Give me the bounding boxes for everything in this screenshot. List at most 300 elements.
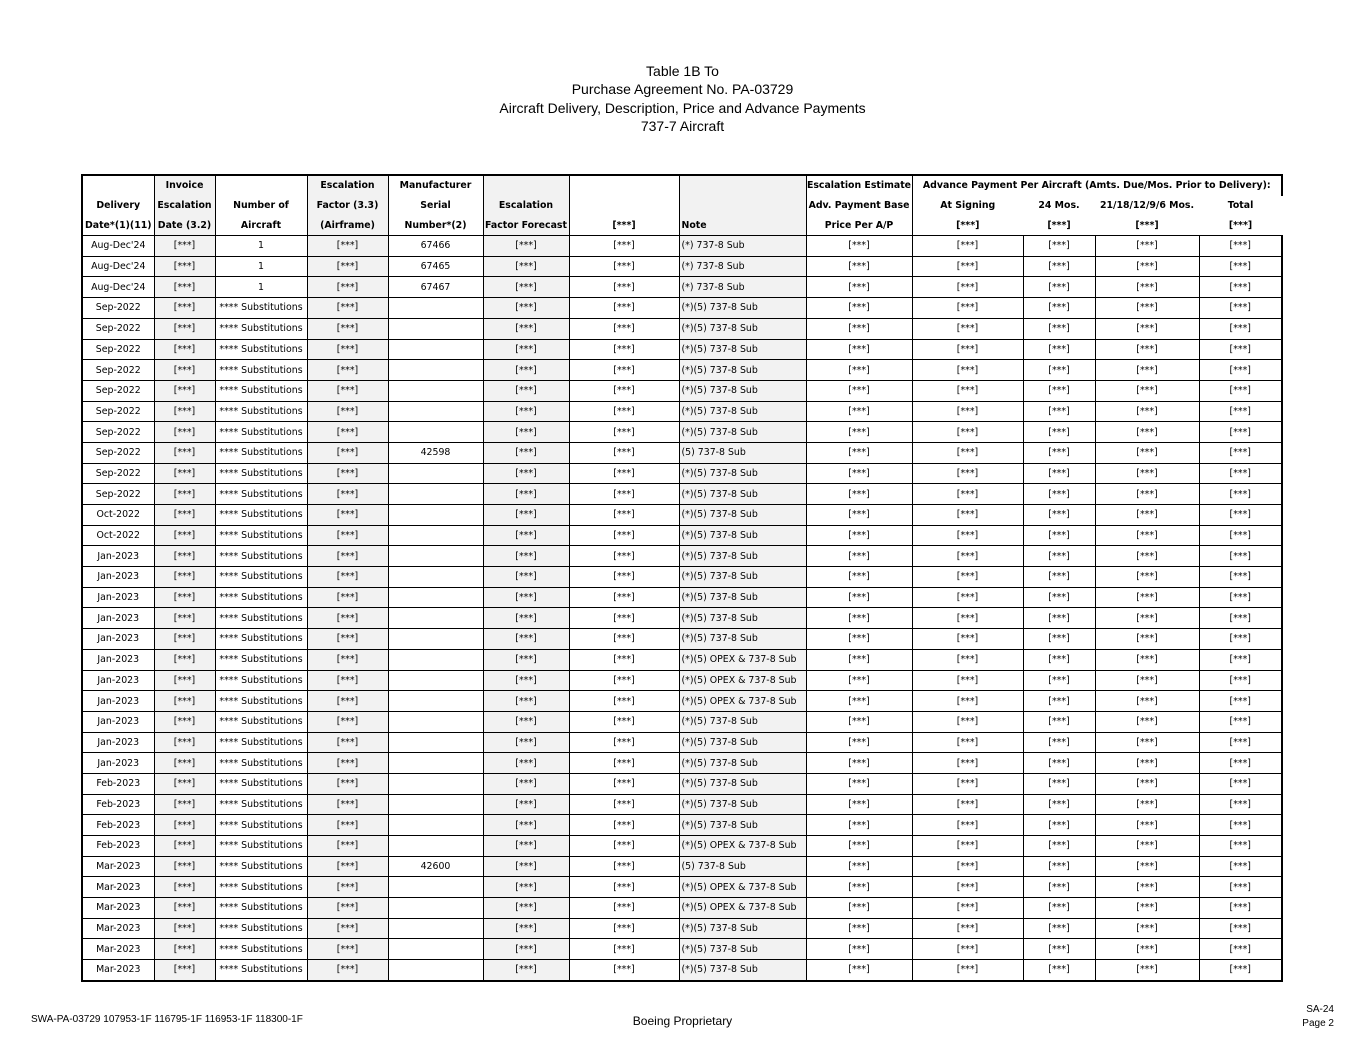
table-cell: [***] <box>1095 318 1199 339</box>
table-cell: [***] <box>806 442 912 463</box>
table-cell: [***] <box>806 898 912 919</box>
table-cell: [***] <box>307 608 388 629</box>
table-cell: [***] <box>307 298 388 319</box>
table-row <box>82 587 1282 608</box>
table-cell: [***] <box>483 360 569 381</box>
table-cell: [***] <box>307 422 388 443</box>
table-cell: [***] <box>1095 256 1199 277</box>
table-cell: [***] <box>1095 856 1199 877</box>
table-cell: (5) 737-8 Sub <box>679 856 806 877</box>
table-cell: Mar-2023 <box>82 877 154 898</box>
table-cell: [***] <box>307 567 388 588</box>
table-cell: [***] <box>1095 442 1199 463</box>
table-cell: [***] <box>483 794 569 815</box>
table-cell: [***] <box>154 960 215 981</box>
header-cell <box>679 175 806 196</box>
header-cell: 21/18/12/9/6 Mos. <box>1099 200 1195 212</box>
table-cell: [***] <box>307 463 388 484</box>
table-row <box>82 422 1282 443</box>
table-cell: [***] <box>1023 484 1095 505</box>
table-cell: [***] <box>806 877 912 898</box>
table-cell: [***] <box>307 939 388 960</box>
table-row <box>82 691 1282 712</box>
table-cell: Aug-Dec'24 <box>82 277 154 298</box>
table-cell: [***] <box>1095 339 1199 360</box>
table-cell: [***] <box>569 339 679 360</box>
table-cell: [***] <box>1095 360 1199 381</box>
table-cell: 1 <box>215 277 307 298</box>
table-cell: Sep-2022 <box>82 463 154 484</box>
table-cell: [***] <box>1023 732 1095 753</box>
table-cell: [***] <box>806 856 912 877</box>
table-cell <box>388 608 483 629</box>
table-cell: **** Substitutions <box>215 711 307 732</box>
table-cell: [***] <box>307 711 388 732</box>
table-cell: **** Substitutions <box>215 339 307 360</box>
table-cell: [***] <box>307 753 388 774</box>
table-cell: [***] <box>569 442 679 463</box>
table-cell: [***] <box>569 836 679 857</box>
table-cell: [***] <box>154 587 215 608</box>
table-cell: [***] <box>1199 587 1282 608</box>
table-row <box>82 298 1282 319</box>
table-cell: **** Substitutions <box>215 753 307 774</box>
table-cell: [***] <box>806 691 912 712</box>
table-cell: [***] <box>154 318 215 339</box>
table-cell: [***] <box>154 732 215 753</box>
table-cell: [***] <box>912 939 1023 960</box>
table-cell: [***] <box>1199 318 1282 339</box>
table-cell: **** Substitutions <box>215 649 307 670</box>
table-cell: [***] <box>569 380 679 401</box>
table-cell <box>388 732 483 753</box>
table-cell: (*)(5) 737-8 Sub <box>679 608 806 629</box>
table-row <box>82 505 1282 526</box>
table-row <box>82 360 1282 381</box>
header-cell: Adv. Payment Base <box>806 196 912 216</box>
header-cell: Invoice <box>154 175 215 196</box>
table-cell: [***] <box>1023 670 1095 691</box>
table-cell: Jan-2023 <box>82 567 154 588</box>
table-cell: [***] <box>307 856 388 877</box>
table-cell: [***] <box>569 360 679 381</box>
table-cell: **** Substitutions <box>215 360 307 381</box>
table-cell: (*)(5) 737-8 Sub <box>679 422 806 443</box>
table-cell: Feb-2023 <box>82 836 154 857</box>
table-cell <box>388 505 483 526</box>
table-cell: [***] <box>806 670 912 691</box>
table-cell: (*)(5) 737-8 Sub <box>679 815 806 836</box>
table-row <box>82 608 1282 629</box>
table-cell <box>388 525 483 546</box>
table-cell: [***] <box>307 380 388 401</box>
table-cell: [***] <box>1095 773 1199 794</box>
table-cell: [***] <box>307 670 388 691</box>
table-cell: [***] <box>483 649 569 670</box>
table-cell: [***] <box>1023 629 1095 650</box>
header-cell: [***] <box>912 215 1023 235</box>
table-cell: [***] <box>1199 794 1282 815</box>
table-cell: [***] <box>1023 422 1095 443</box>
table-cell: [***] <box>806 732 912 753</box>
table-cell: [***] <box>483 256 569 277</box>
table-cell: [***] <box>569 918 679 939</box>
table-cell: (*)(5) 737-8 Sub <box>679 711 806 732</box>
table-cell <box>388 877 483 898</box>
table-cell: **** Substitutions <box>215 525 307 546</box>
table-cell: **** Substitutions <box>215 794 307 815</box>
table-cell: [***] <box>1023 836 1095 857</box>
header-cell: Date*(1)(11) <box>82 215 154 235</box>
table-cell: [***] <box>307 587 388 608</box>
table-row <box>82 711 1282 732</box>
table-row <box>82 256 1282 277</box>
table-cell: **** Substitutions <box>215 960 307 981</box>
table-cell: (*)(5) OPEX & 737-8 Sub <box>679 836 806 857</box>
footer-page-info <box>1302 1003 1334 1030</box>
table-cell: [***] <box>1199 856 1282 877</box>
table-cell: [***] <box>806 546 912 567</box>
table-cell: [***] <box>1095 753 1199 774</box>
header-cell: [***] <box>1047 219 1071 231</box>
table-cell: [***] <box>806 815 912 836</box>
table-cell: (*)(5) 737-8 Sub <box>679 753 806 774</box>
table-cell: [***] <box>1199 277 1282 298</box>
table-cell: [***] <box>1199 380 1282 401</box>
table-cell: [***] <box>154 567 215 588</box>
table-cell: [***] <box>1023 608 1095 629</box>
table-cell: [***] <box>806 753 912 774</box>
table-cell: [***] <box>307 525 388 546</box>
table-cell <box>388 422 483 443</box>
table-cell: [***] <box>1095 939 1199 960</box>
table-cell: [***] <box>483 836 569 857</box>
table-cell: [***] <box>483 711 569 732</box>
table-cell: (*)(5) 737-8 Sub <box>679 525 806 546</box>
table-cell: [***] <box>806 525 912 546</box>
table-cell: [***] <box>569 939 679 960</box>
table-cell: [***] <box>154 401 215 422</box>
table-cell: 42600 <box>388 856 483 877</box>
table-cell: [***] <box>1095 815 1199 836</box>
table-cell: (*)(5) OPEX & 737-8 Sub <box>679 877 806 898</box>
table-cell: [***] <box>1023 298 1095 319</box>
table-cell: (*) 737-8 Sub <box>679 236 806 257</box>
table-cell: [***] <box>1023 360 1095 381</box>
table-cell: Sep-2022 <box>82 422 154 443</box>
table-cell: [***] <box>483 815 569 836</box>
table-cell: [***] <box>154 711 215 732</box>
table-cell: (*)(5) OPEX & 737-8 Sub <box>679 691 806 712</box>
table-cell: [***] <box>1199 918 1282 939</box>
header-cell: Number*(2) <box>388 215 483 235</box>
table-cell: 1 <box>215 236 307 257</box>
footer-document-id: SWA-PA-03729 107953-1F 116795-1F 116953-1F 118300-1F <box>31 1014 303 1025</box>
table-cell: **** Substitutions <box>215 939 307 960</box>
table-cell: (*)(5) 737-8 Sub <box>679 629 806 650</box>
table-cell: [***] <box>1023 567 1095 588</box>
table-row <box>82 877 1282 898</box>
table-cell: [***] <box>912 401 1023 422</box>
table-row <box>82 960 1282 981</box>
table-cell: [***] <box>483 380 569 401</box>
table-cell: [***] <box>912 463 1023 484</box>
table-cell: (*)(5) 737-8 Sub <box>679 773 806 794</box>
table-cell: [***] <box>569 898 679 919</box>
table-cell: [***] <box>806 711 912 732</box>
table-cell: [***] <box>483 629 569 650</box>
table-cell: [***] <box>1199 753 1282 774</box>
table-cell: 1 <box>215 256 307 277</box>
table-cell: [***] <box>483 277 569 298</box>
table-row <box>82 484 1282 505</box>
table-cell: [***] <box>1199 649 1282 670</box>
table-cell: [***] <box>806 463 912 484</box>
table-cell <box>388 587 483 608</box>
table-cell: [***] <box>569 608 679 629</box>
title-line-2: Purchase Agreement No. PA-03729 <box>571 81 794 98</box>
header-cell: (Airframe) <box>307 215 388 235</box>
table-cell: [***] <box>1023 505 1095 526</box>
table-cell: [***] <box>912 380 1023 401</box>
table-cell: **** Substitutions <box>215 401 307 422</box>
table-cell: [***] <box>1095 422 1199 443</box>
table-cell: (*)(5) 737-8 Sub <box>679 732 806 753</box>
table-cell: [***] <box>307 649 388 670</box>
table-cell: [***] <box>569 773 679 794</box>
table-cell: **** Substitutions <box>215 836 307 857</box>
table-cell: [***] <box>1199 711 1282 732</box>
table-row <box>82 629 1282 650</box>
table-cell: [***] <box>912 732 1023 753</box>
table-cell: [***] <box>1023 525 1095 546</box>
table-cell: [***] <box>912 856 1023 877</box>
table-cell: [***] <box>1095 236 1199 257</box>
table-cell: [***] <box>806 836 912 857</box>
table-cell: [***] <box>569 505 679 526</box>
table-cell: [***] <box>154 753 215 774</box>
table-cell: [***] <box>1023 277 1095 298</box>
table-cell: [***] <box>569 753 679 774</box>
table-cell: Aug-Dec'24 <box>82 236 154 257</box>
table-cell <box>388 836 483 857</box>
header-row-1 <box>82 175 1282 196</box>
table-row <box>82 401 1282 422</box>
header-cell: Escalation <box>154 196 215 216</box>
table-cell <box>388 711 483 732</box>
table-cell: **** Substitutions <box>215 422 307 443</box>
table-cell: [***] <box>806 794 912 815</box>
header-cell: Delivery <box>82 196 154 216</box>
table-cell: [***] <box>912 587 1023 608</box>
table-cell: [***] <box>1199 463 1282 484</box>
table-cell: [***] <box>154 298 215 319</box>
table-cell: [***] <box>1199 732 1282 753</box>
table-cell: [***] <box>483 525 569 546</box>
table-row <box>82 753 1282 774</box>
table-cell: [***] <box>806 236 912 257</box>
table-cell <box>388 401 483 422</box>
table-cell: [***] <box>569 794 679 815</box>
header-cell: Factor Forecast <box>483 215 569 235</box>
table-cell: [***] <box>1023 711 1095 732</box>
table-row <box>82 773 1282 794</box>
table-cell: [***] <box>912 360 1023 381</box>
table-cell: [***] <box>483 484 569 505</box>
table-cell: [***] <box>569 277 679 298</box>
table-cell: [***] <box>1023 918 1095 939</box>
table-cell: [***] <box>483 918 569 939</box>
table-cell: [***] <box>154 815 215 836</box>
table-cell: [***] <box>912 236 1023 257</box>
table-cell: [***] <box>483 236 569 257</box>
table-cell: [***] <box>1023 898 1095 919</box>
header-cell <box>679 196 806 216</box>
table-cell: [***] <box>912 505 1023 526</box>
table-cell: (*)(5) 737-8 Sub <box>679 339 806 360</box>
table-row <box>82 277 1282 298</box>
table-cell: [***] <box>569 298 679 319</box>
table-cell: [***] <box>483 960 569 981</box>
table-cell: [***] <box>912 629 1023 650</box>
table-cell: [***] <box>1095 691 1199 712</box>
table-cell: **** Substitutions <box>215 732 307 753</box>
table-cell: [***] <box>1095 525 1199 546</box>
table-cell: [***] <box>483 773 569 794</box>
header-cell <box>483 175 569 196</box>
table-cell: [***] <box>1199 773 1282 794</box>
table-cell: [***] <box>912 256 1023 277</box>
table-cell: [***] <box>569 691 679 712</box>
table-cell: 67465 <box>388 256 483 277</box>
table-row <box>82 567 1282 588</box>
table-cell: (*) 737-8 Sub <box>679 277 806 298</box>
header-cell <box>569 175 679 196</box>
table-cell: Sep-2022 <box>82 339 154 360</box>
table-cell: (*)(5) 737-8 Sub <box>679 401 806 422</box>
table-cell: [***] <box>154 256 215 277</box>
table-cell: Sep-2022 <box>82 360 154 381</box>
table-cell: Jan-2023 <box>82 608 154 629</box>
table-row <box>82 815 1282 836</box>
table-cell: [***] <box>912 794 1023 815</box>
table-cell: [***] <box>1095 546 1199 567</box>
table-cell: [***] <box>154 918 215 939</box>
table-row <box>82 380 1282 401</box>
table-cell: [***] <box>1095 567 1199 588</box>
table-cell: **** Substitutions <box>215 546 307 567</box>
table-cell: [***] <box>483 670 569 691</box>
table-cell <box>388 918 483 939</box>
header-cell: Aircraft <box>215 215 307 235</box>
table-header <box>82 175 1282 236</box>
table-cell: [***] <box>912 898 1023 919</box>
table-cell: Jan-2023 <box>82 546 154 567</box>
table-cell: [***] <box>483 691 569 712</box>
table-cell: [***] <box>569 463 679 484</box>
table-cell: Jan-2023 <box>82 649 154 670</box>
table-cell: Jan-2023 <box>82 629 154 650</box>
table-cell: [***] <box>483 877 569 898</box>
table-cell: [***] <box>307 877 388 898</box>
table-cell: [***] <box>806 401 912 422</box>
header-cell <box>569 196 679 216</box>
advance-payment-group-header: Advance Payment Per Aircraft (Amts. Due/Mos. Prior to Delivery): <box>912 175 1282 196</box>
table-cell: [***] <box>806 298 912 319</box>
table-cell: 67467 <box>388 277 483 298</box>
table-cell: [***] <box>912 567 1023 588</box>
table-cell: [***] <box>806 360 912 381</box>
table-cell: [***] <box>569 649 679 670</box>
table-title-block <box>0 62 1365 135</box>
table-cell: [***] <box>483 753 569 774</box>
table-cell: (*)(5) 737-8 Sub <box>679 546 806 567</box>
table-row <box>82 442 1282 463</box>
header-cell: At Signing <box>912 196 1023 216</box>
table-cell: [***] <box>154 670 215 691</box>
table-cell: [***] <box>1095 401 1199 422</box>
table-cell: [***] <box>1095 587 1199 608</box>
table-row <box>82 339 1282 360</box>
table-cell: [***] <box>307 773 388 794</box>
table-cell: [***] <box>307 836 388 857</box>
table-cell: [***] <box>1199 546 1282 567</box>
table-cell: [***] <box>154 339 215 360</box>
table-cell: [***] <box>806 629 912 650</box>
table-cell <box>388 484 483 505</box>
table-cell: Mar-2023 <box>82 939 154 960</box>
header-cell: Escalation Estimate <box>806 175 912 196</box>
table-cell: [***] <box>154 898 215 919</box>
table-cell: Jan-2023 <box>82 587 154 608</box>
table-cell: [***] <box>307 236 388 257</box>
table-cell: (*)(5) OPEX & 737-8 Sub <box>679 649 806 670</box>
table-cell: [***] <box>1199 836 1282 857</box>
table-cell: [***] <box>1023 380 1095 401</box>
table-cell: Mar-2023 <box>82 960 154 981</box>
table-cell <box>388 691 483 712</box>
table-cell: **** Substitutions <box>215 298 307 319</box>
table-cell: [***] <box>806 773 912 794</box>
table-cell: [***] <box>307 546 388 567</box>
table-cell: [***] <box>912 691 1023 712</box>
table-cell: [***] <box>1023 960 1095 981</box>
table-cell: [***] <box>1023 691 1095 712</box>
table-cell: [***] <box>1023 773 1095 794</box>
table-cell: (*)(5) 737-8 Sub <box>679 463 806 484</box>
table-cell: 42598 <box>388 442 483 463</box>
table-cell: [***] <box>912 753 1023 774</box>
table-cell: [***] <box>307 360 388 381</box>
table-cell: Sep-2022 <box>82 401 154 422</box>
table-cell: [***] <box>1199 484 1282 505</box>
table-cell: [***] <box>569 236 679 257</box>
table-cell: [***] <box>154 691 215 712</box>
table-cell: **** Substitutions <box>215 898 307 919</box>
table-cell: [***] <box>1095 670 1199 691</box>
table-cell: [***] <box>912 670 1023 691</box>
table-cell <box>388 318 483 339</box>
table-cell: [***] <box>569 960 679 981</box>
table-cell: Jan-2023 <box>82 711 154 732</box>
table-cell: [***] <box>806 318 912 339</box>
table-cell: [***] <box>912 711 1023 732</box>
table-cell: [***] <box>1199 960 1282 981</box>
table-cell: [***] <box>912 318 1023 339</box>
table-cell <box>388 773 483 794</box>
table-cell: [***] <box>154 505 215 526</box>
table-cell: [***] <box>1023 442 1095 463</box>
